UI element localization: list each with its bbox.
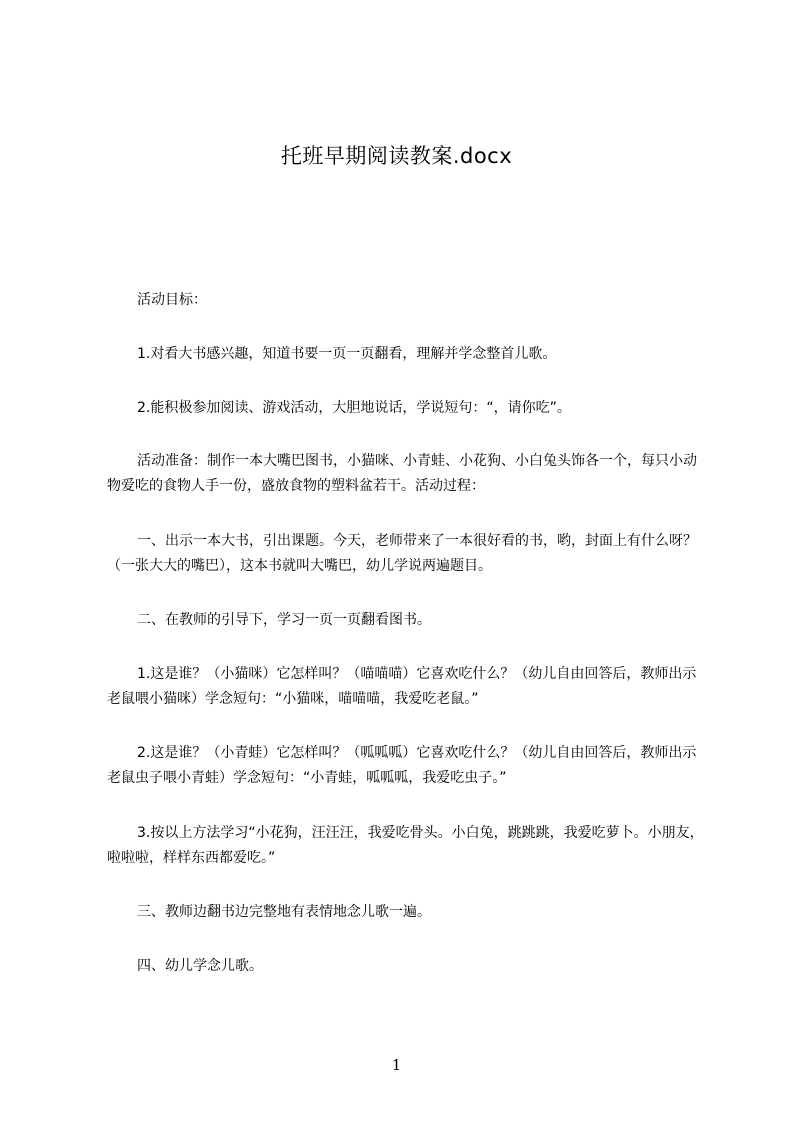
paragraph-goal-2: 2.能积极参加阅读、游戏活动，大胆地说话，学说短句：“，请你吃”。 xyxy=(137,400,571,416)
page-number: 1 xyxy=(391,1056,402,1074)
document-title: 托班早期阅读教案.docx xyxy=(280,144,513,168)
paragraph-goal-1: 1.对看大书感兴趣，知道书要一页一页翻看，理解并学念整首儿歌。 xyxy=(137,346,557,362)
paragraph-step-2: 二、在教师的引导下，学习一页一页翻看图书。 xyxy=(137,612,431,628)
paragraph-activity-preparation: 活动准备：制作一本大嘴巴图书，小猫咪、小青蛙、小花狗、小白兔头饰各一个，每只小动物爱吃的食物人手一份，盛放食物的塑料盆若干。活动过程： xyxy=(107,453,697,494)
paragraph-step-4: 四、幼儿学念儿歌。 xyxy=(137,958,263,974)
paragraph-step-2-item-2: 2.这是谁？（小青蛙）它怎样叫？（呱呱呱）它喜欢吃什么？（幼儿自由回答后，教师出示老鼠虫子喂小青蛙）学念短句：“小青蛙，呱呱呱，我爱吃虫子。” xyxy=(107,745,697,786)
paragraph-step-2-item-1: 1.这是谁？（小猫咪）它怎样叫？（喵喵喵）它喜欢吃什么？（幼儿自由回答后，教师出示老鼠喂小猫咪）学念短句：“小猫咪，喵喵喵，我爱吃老鼠。” xyxy=(107,666,697,707)
paragraph-step-3: 三、教师边翻书边完整地有表情地念儿歌一遍。 xyxy=(137,904,431,920)
paragraph-step-2-item-3: 3.按以上方法学习“小花狗，汪汪汪，我爱吃骨头。小白兔，跳跳跳，我爱吃萝卜。小朋友，啦啦啦，样样东西都爱吃。” xyxy=(107,825,704,866)
paragraph-step-1: 一、出示一本大书，引出课题。今天，老师带来了一本很好看的书，哟，封面上有什么呀？（一张大大的嘴巴），这本书就叫大嘴巴，幼儿学说两遍题目。 xyxy=(107,533,697,574)
paragraph-activity-goals-heading: 活动目标： xyxy=(137,292,207,308)
